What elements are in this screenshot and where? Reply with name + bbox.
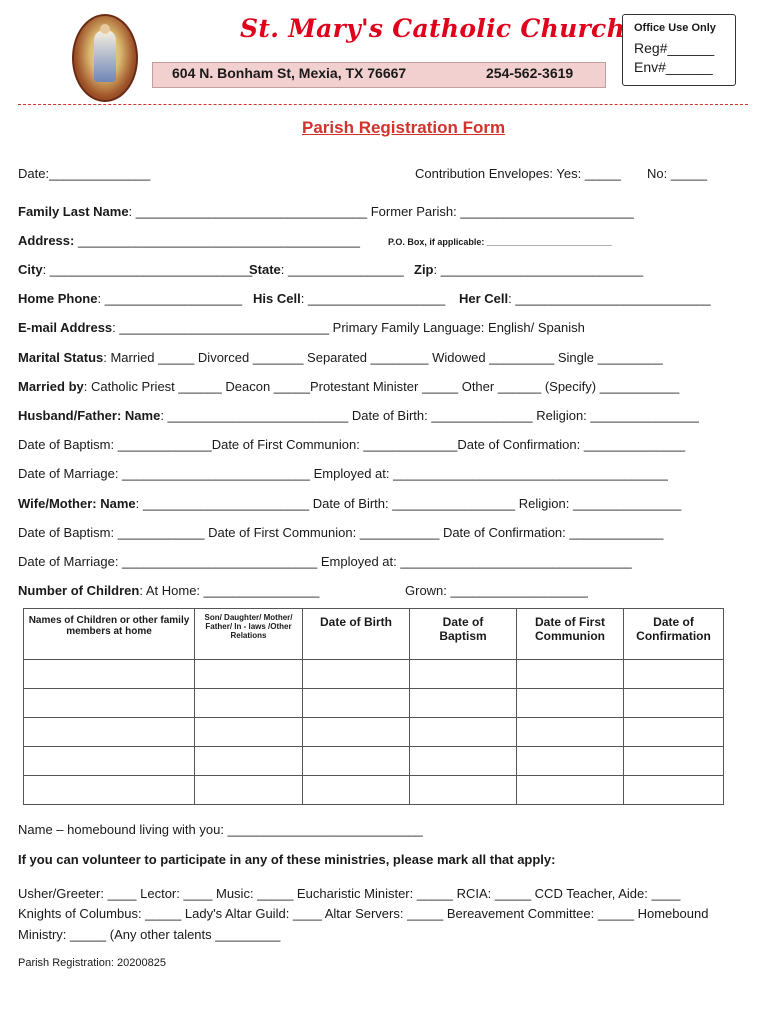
table-cell[interactable] <box>624 660 724 689</box>
table-row <box>24 718 724 747</box>
married-by-options[interactable]: : Catholic Priest ______ Deacon _____Protestant Minister _____ Other ______ (Specify) ___________ <box>83 379 680 394</box>
table-header <box>624 609 724 660</box>
table-cell[interactable] <box>24 718 195 747</box>
ministries-line-3[interactable]: Ministry: _____ (Any other talents _________ <box>18 927 281 942</box>
table-header <box>24 609 195 660</box>
date-field[interactable]: Date:______________ <box>18 166 151 181</box>
family-members-table <box>23 608 724 805</box>
table-cell[interactable] <box>624 689 724 718</box>
family-name-line[interactable] <box>18 204 634 219</box>
husband-line[interactable] <box>18 408 699 423</box>
table-cell[interactable] <box>195 660 303 689</box>
her-cell-line[interactable] <box>459 291 711 306</box>
home-phone-line[interactable] <box>18 291 242 306</box>
wife-blanks[interactable]: : _______________________ Date of Birth: _________________ Religion: _______________ <box>135 496 682 511</box>
address-line[interactable] <box>18 233 360 248</box>
table-cell[interactable] <box>303 660 410 689</box>
children-label: Number of Children <box>18 583 140 598</box>
children-grown-field[interactable]: Grown: ___________________ <box>405 583 588 598</box>
her-cell-label: Her Cell <box>459 291 509 306</box>
header-communion: Date of First Communion <box>534 615 605 643</box>
husband-label: Husband/Father: Name <box>18 408 161 423</box>
header-baptism: Date of Baptism <box>439 615 487 643</box>
form-title: Parish Registration Form <box>302 118 506 137</box>
table-cell[interactable] <box>24 660 195 689</box>
husband-sacraments-line[interactable]: Date of Baptism: _____________Date of First Communion: _____________Date of Confirmation: ______________ <box>18 437 686 452</box>
table-cell[interactable] <box>195 689 303 718</box>
table-cell[interactable] <box>24 689 195 718</box>
table-cell[interactable] <box>303 747 410 776</box>
wife-marriage-line[interactable]: Date of Marriage: ___________________________ Employed at: ________________________________ <box>18 554 632 569</box>
table-cell[interactable] <box>195 718 303 747</box>
office-use-title: Office Use Only <box>634 22 716 34</box>
table-cell[interactable] <box>517 747 624 776</box>
wife-line[interactable] <box>18 496 681 511</box>
church-name: St. Mary's Catholic Church <box>240 14 626 43</box>
state-label: State <box>249 262 281 277</box>
table-header <box>195 609 303 660</box>
marital-status-label: Marital Status <box>18 350 104 365</box>
married-by-line[interactable] <box>18 379 679 394</box>
table-cell[interactable] <box>303 776 410 805</box>
city-label: City <box>18 262 43 277</box>
email-line[interactable] <box>18 320 585 335</box>
table-cell[interactable] <box>24 747 195 776</box>
address-blank[interactable]: _______________________________________ <box>77 233 360 248</box>
table-cell[interactable] <box>517 718 624 747</box>
table-row <box>24 660 724 689</box>
email-label: E-mail Address <box>18 320 113 335</box>
table-cell[interactable] <box>195 747 303 776</box>
table-cell[interactable] <box>410 776 517 805</box>
reg-field[interactable]: Reg#______ <box>634 40 715 56</box>
footer-revision: Parish Registration: 20200825 <box>18 957 166 969</box>
children-at-home-blank[interactable]: : At Home: ________________ <box>139 583 320 598</box>
header-birth: Date of Birth <box>320 615 392 629</box>
state-line[interactable] <box>249 262 404 277</box>
ministries-line-2[interactable]: Knights of Columbus: _____ Lady's Altar Guild: ____ Altar Servers: _____ Bereavement Committee: _____ Homebound <box>18 906 709 921</box>
marital-status-line[interactable] <box>18 350 663 365</box>
family-name-blank[interactable]: : ________________________________ Former Parish: ________________________ <box>128 204 634 219</box>
table-header <box>303 609 410 660</box>
table-cell[interactable] <box>517 689 624 718</box>
wife-sacraments-line[interactable]: Date of Baptism: ____________ Date of First Communion: ___________ Date of Confirmation: _____________ <box>18 525 664 540</box>
header-names: Names of Children or other family members at home <box>28 615 190 637</box>
table-cell[interactable] <box>195 776 303 805</box>
wife-label: Wife/Mother: Name <box>18 496 136 511</box>
table-header-row <box>24 609 724 660</box>
table-cell[interactable] <box>410 747 517 776</box>
husband-blanks[interactable]: : _________________________ Date of Birth: ______________ Religion: _______________ <box>160 408 699 423</box>
husband-marriage-line[interactable]: Date of Marriage: __________________________ Employed at: ______________________________________ <box>18 466 668 481</box>
church-logo <box>72 14 138 102</box>
table-cell[interactable] <box>410 660 517 689</box>
madonna-figure-icon <box>94 30 116 82</box>
zip-label: Zip <box>414 262 434 277</box>
state-blank[interactable]: : ________________ <box>280 262 404 277</box>
marital-status-options[interactable]: : Married _____ Divorced _______ Separated ________ Widowed _________ Single _________ <box>103 350 663 365</box>
table-cell[interactable] <box>303 718 410 747</box>
table-cell[interactable] <box>303 689 410 718</box>
table-cell[interactable] <box>24 776 195 805</box>
family-name-label: Family Last Name <box>18 204 129 219</box>
env-field[interactable]: Env#______ <box>634 59 713 75</box>
header-relation: Son/ Daughter/ Mother/ Father/ In - laws /Other Relations <box>204 613 293 640</box>
church-phone: 254-562-3619 <box>486 65 574 81</box>
contribution-no-field[interactable]: No: _____ <box>647 166 707 181</box>
po-box-field[interactable]: P.O. Box, if applicable: _________________________ <box>388 237 612 247</box>
table-row <box>24 776 724 805</box>
table-cell[interactable] <box>410 689 517 718</box>
homebound-field[interactable]: Name – homebound living with you: ___________________________ <box>18 822 423 837</box>
contribution-yes-field[interactable]: Contribution Envelopes: Yes: _____ <box>415 166 621 181</box>
married-by-label: Married by <box>18 379 84 394</box>
table-cell[interactable] <box>624 776 724 805</box>
email-blank[interactable]: : _____________________________ Primary Family Language: English/ Spanish <box>112 320 585 335</box>
her-cell-blank[interactable]: : ___________________________ <box>508 291 711 306</box>
table-cell[interactable] <box>517 776 624 805</box>
ministries-line-1[interactable]: Usher/Greeter: ____ Lector: ____ Music: _____ Eucharistic Minister: _____ RCIA: _____ CCD Teacher, Aide: ____ <box>18 886 681 901</box>
address-label: Address: <box>18 233 75 248</box>
his-cell-line[interactable] <box>253 291 445 306</box>
zip-line[interactable] <box>414 262 643 277</box>
header-divider <box>18 104 748 105</box>
table-header <box>517 609 624 660</box>
table-cell[interactable] <box>410 718 517 747</box>
volunteer-heading: If you can volunteer to participate in any of these ministries, please mark all that apply: <box>18 852 556 867</box>
home-phone-blank[interactable]: : ___________________ <box>97 291 243 306</box>
table-header <box>410 609 517 660</box>
header-confirmation: Date of Confirmation <box>636 615 711 643</box>
table-cell[interactable] <box>624 747 724 776</box>
table-row <box>24 689 724 718</box>
madonna-head-icon <box>100 24 110 34</box>
children-line[interactable] <box>18 583 319 598</box>
table-cell[interactable] <box>517 660 624 689</box>
zip-blank[interactable]: : ____________________________ <box>433 262 644 277</box>
home-phone-label: Home Phone <box>18 291 98 306</box>
city-line[interactable] <box>18 262 252 277</box>
table-cell[interactable] <box>624 718 724 747</box>
table-row <box>24 747 724 776</box>
his-cell-label: His Cell <box>253 291 301 306</box>
church-address: 604 N. Bonham St, Mexia, TX 76667 <box>172 65 407 81</box>
his-cell-blank[interactable]: : ___________________ <box>300 291 446 306</box>
city-blank[interactable]: : ____________________________ <box>42 262 253 277</box>
